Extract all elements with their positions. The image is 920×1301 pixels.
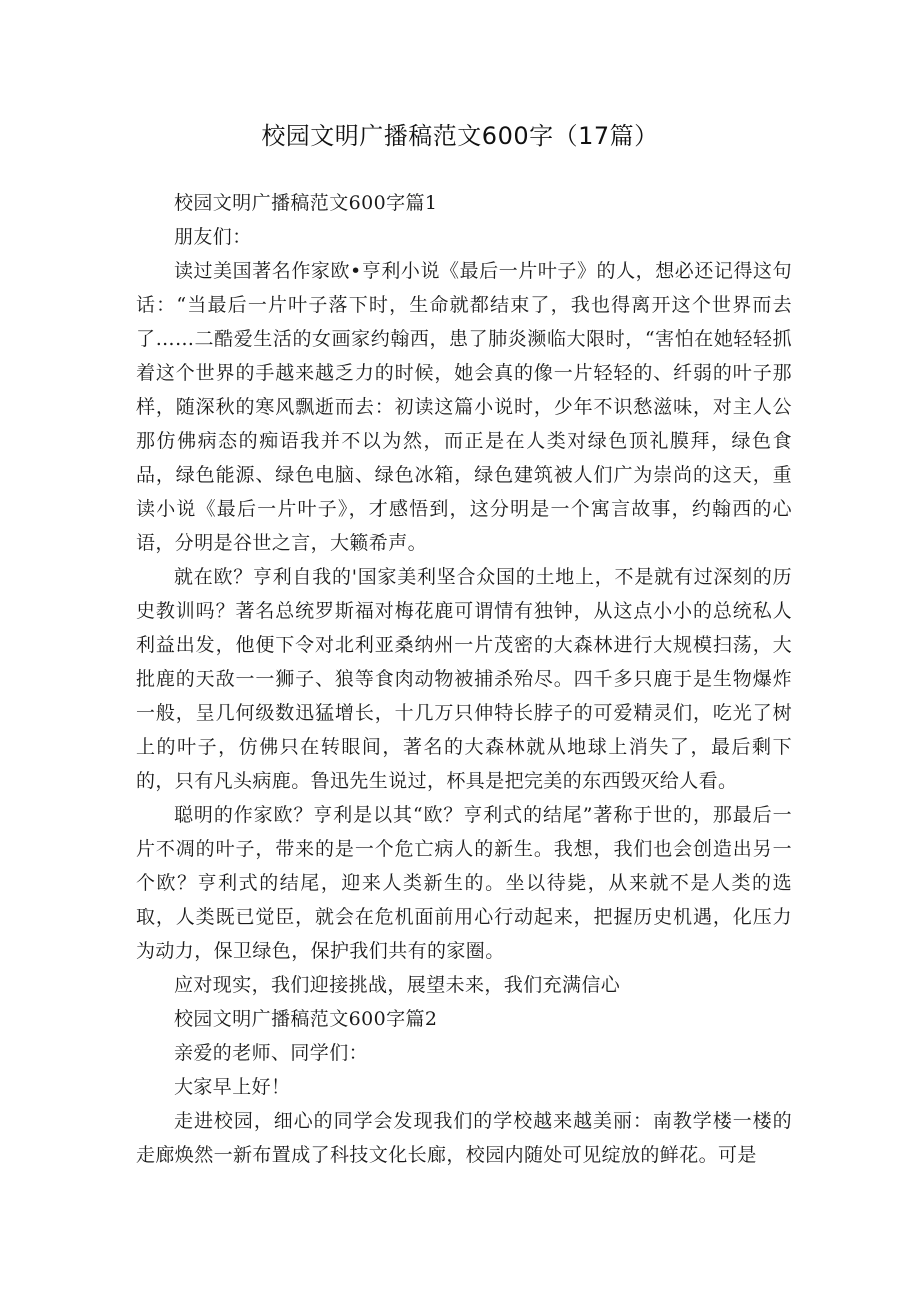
greeting: 大家早上好！	[174, 1076, 291, 1098]
salutation-2: 亲爱的老师、同学们：	[174, 1042, 369, 1064]
document-body	[136, 186, 792, 1172]
document-title: 校园文明广播稿范文600字（17篇）	[261, 122, 659, 150]
section-heading-2: 校园文明广播稿范文600字篇2	[174, 1008, 438, 1030]
body-paragraph: 聪明的作家欧？亨利是以其“欧？亨利式的结尾”著称于世的，那最后一片不凋的叶子，带来的是一个危亡病人的新生。我想，我们也会创造出另一个欧？亨利式的结尾，迎来人类新生的。坐以待毙，从来就不是人类的选取，人类既已觉臣，就会在危机面前用心行动起来，把握历史机遇，化压力为动力，保卫绿色，保护我们共有的家圈。	[136, 804, 792, 962]
body-paragraph: 走进校园，细心的同学会发现我们的学校越来越美丽：南教学楼一楼的走廊焕然一新布置成了科技文化长廊，校园内随处可见绽放的鲜花。可是	[136, 1110, 792, 1166]
salutation-1: 朋友们：	[174, 226, 252, 248]
section-heading-1: 校园文明广播稿范文600字篇1	[174, 192, 438, 214]
body-paragraph: 就在欧？亨利自我的'国家美利坚合众国的土地上，不是就有过深刻的历史教训吗？著名总统罗斯福对梅花鹿可谓情有独钟，从这点小小的总统私人利益出发，他便下令对北利亚桑纳州一片茂密的大森林进行大规模扫荡，大批鹿的天敌一一狮子、狼等食肉动物被捕杀殆尽。四千多只鹿于是生物爆炸一般，呈几何级数迅猛增长，十几万只伸特长脖子的可爱精灵们，吃光了树上的叶子，仿佛只在转眼间，著名的大森林就从地球上消失了，最后剩下的，只有凡头病鹿。鲁迅先生说过，杯具是把完美的东西毁灭给人看。	[136, 566, 792, 792]
body-paragraph: 应对现实，我们迎接挑战，展望未来，我们充满信心	[174, 974, 621, 996]
body-paragraph: 读过美国著名作家欧•亨利小说《最后一片叶子》的人，想必还记得这句话：“当最后一片叶子落下时，生命就都结束了，我也得离开这个世界而去了……二酷爱生活的女画家约翰西，患了肺炎濒临大限时，“害怕在她轻轻抓着这个世界的手越来越乏力的时候，她会真的像一片轻轻的、纤弱的叶子那样，随深秋的寒风飘逝而去：初读这篇小说时，少年不识愁滋味，对主人公那仿佛病态的痴语我并不以为然，而正是在人类对绿色顶礼膜拜，绿色食品，绿色能源、绿色电脑、绿色冰箱，绿色建筑被人们广为崇尚的这天，重读小说《最后一片叶子》，才感悟到，这分明是一个寓言故事，约翰西的心语，分明是谷世之言，大籁希声。	[136, 260, 792, 554]
